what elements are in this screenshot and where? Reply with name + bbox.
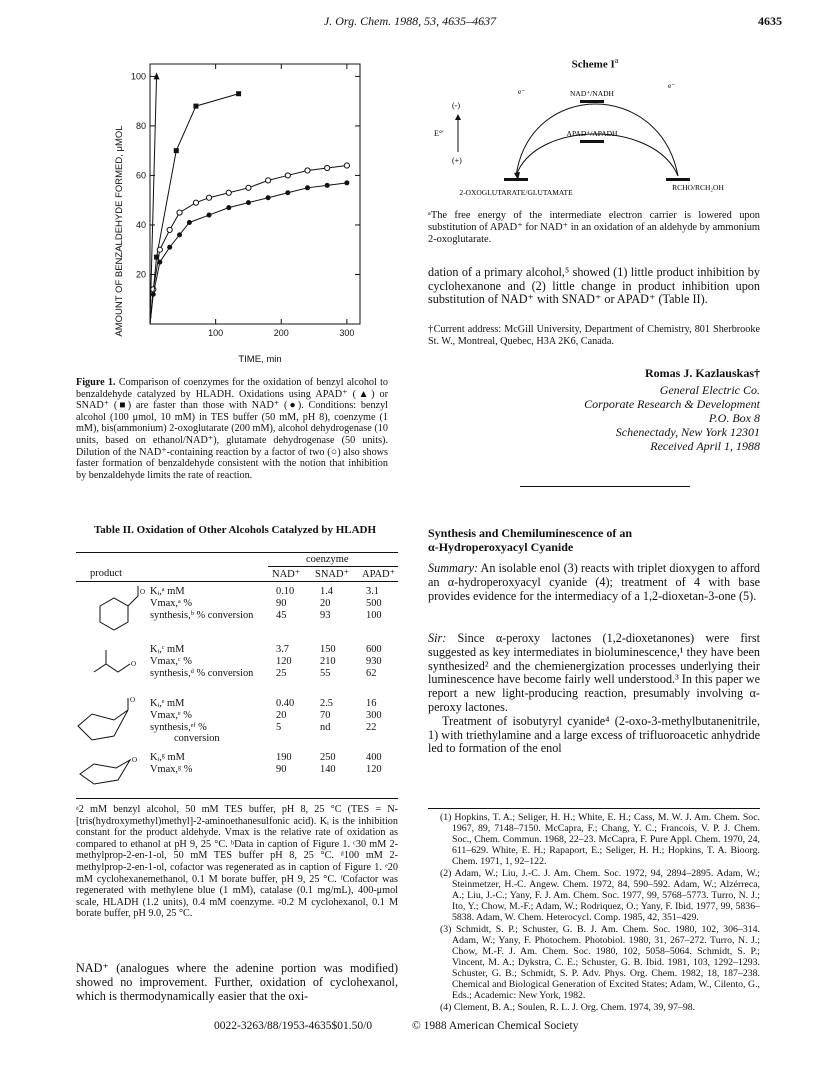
cell-nad: 25	[276, 668, 287, 679]
col-apad: APAD⁺	[362, 569, 396, 580]
cell-snad: 1.4	[320, 586, 333, 597]
cell-apad: 16	[366, 698, 377, 709]
cell-snad: 2.5	[320, 698, 333, 709]
table-row	[0, 698, 400, 710]
scheme-title-text: Scheme I	[571, 58, 615, 71]
figure1-caption	[76, 377, 388, 481]
received-date: Received April 1, 1988	[650, 439, 760, 453]
scheme-e-right: e⁻	[668, 81, 676, 90]
data-point	[305, 168, 310, 173]
data-point	[154, 72, 160, 79]
data-point	[157, 260, 162, 265]
data-point	[344, 180, 349, 185]
level-left	[504, 178, 528, 181]
figure1-chart	[80, 46, 390, 366]
table-row	[0, 610, 400, 622]
y-tick-label: 100	[130, 71, 146, 82]
table-row	[0, 733, 400, 745]
scheme-footnote: ᵃThe free energy of the intermediate electron carrier is lowered upon substitution of APAD⁺ for NAD⁺ in an oxidation of an aldehyde by ammonium 2-oxoglutarate.	[428, 210, 760, 245]
data-point	[206, 195, 211, 200]
data-point	[167, 245, 172, 250]
data-point	[325, 165, 330, 170]
cell-snad: nd	[320, 722, 331, 733]
table-row	[0, 644, 400, 656]
table-row	[0, 586, 400, 598]
cell-nad: 190	[276, 752, 292, 763]
data-point	[193, 200, 198, 205]
affil-line-4: Schenectady, New York 12301	[615, 425, 760, 439]
scheme-diagram	[420, 70, 760, 210]
scheme-plus: (+)	[452, 156, 462, 165]
level-mid	[580, 140, 604, 143]
right-top-paragraph: dation of a primary alcohol,⁵ showed (1) little product inhibition by cyclohexanone and (2) little change in product inhibition upon substitution of NAD⁺ with SNAD⁺ or APAD⁺ (Table II).	[428, 265, 760, 307]
page-number: 4635	[758, 14, 782, 28]
y-tick-label: 20	[135, 269, 146, 280]
table-row	[0, 656, 400, 668]
article2-summary	[428, 562, 760, 603]
row-label: conversion	[174, 733, 220, 744]
y-tick-label: 60	[135, 170, 146, 181]
table-row	[0, 752, 400, 764]
author-affiliation	[428, 383, 760, 453]
col-nad: NAD⁺	[272, 569, 301, 580]
svg-text:O: O	[130, 696, 136, 704]
table2-footnotes: ᵃ2 mM benzyl alcohol, 50 mM TES buffer, pH 8, 25 °C (TES = N-[tris(hydroxymethyl)methyl]-2-aminoethanesulfonic acid). Kᵢ is the inhibition constant for the product aldehyde. Vmax is the relative rate of oxidation as compared to ethanol at pH 9, 25 °C. ᵇData in caption of Figure 1. ᶜ30 mM 2-methylprop-2-en-1-ol, 50 mM TES buffer pH 8, 25 °C. ᵈ100 mM 2-methylprop-2-en-1-ol, cofactor was regenerated as in caption of Figure 1. ᵉ20 mM cyclohexanemethanol, 0.1 M borate buffer, pH 9, 25 °C. ᶠCofactor was regenerated with methylene blue (1 mM), catalase (0.1 mg/mL), 400-μmol scale, HLADH (1.2 units), 0.4 mM coenzyme. ᵍ0.2 M cyclohexanol, 0.1 M borate buffer, pH 9.0, 25 °C.	[76, 804, 398, 920]
reference-1: (1) Hopkins, T. A.; Seliger, H. H.; White, E. H.; Cass, M. W. J. Am. Chem. Soc. 1967, 89, 7148–7150. McCapra, F.; Chang, Y. C.; Francois, V. P. J. Chem. Soc., Chem. Commun. 1968, 22–23. McCapra, F. Pure Appl. Chem. 1970, 24, 611–629. White, E. H.; Rapaport, E.; Seliger, H. H.; Hopkins, T. A. Bioorg. Chem. 1971, 1, 92–122.	[440, 812, 760, 867]
cell-apad: 500	[366, 598, 382, 609]
cell-snad: 93	[320, 610, 331, 621]
article2-title-line1: Synthesis and Chemiluminescence of an	[428, 526, 633, 540]
cell-apad: 600	[366, 644, 382, 655]
reference-3: (3) Schmidt, S. P.; Schuster, G. B. J. Am. Chem. Soc. 1980, 102, 306–314. Adam, W.; Yany, F. Photochem. Photobiol. 1980, 31, 267–272. Turro, N. J.; Chow, M.-F. J. Am. Chem. Soc. 1980, 102, 5058–5064. Schmidt, S. P.; Vincent, M. A.; Dykstra, C. E.; Schuster, G. B. Ibid. 1981, 103, 1292–1293. Schuster, G. B.; Schmidt, S. P. Adv. Phys. Org. Chem. 1982, 18, 187–238. Chemical and Biological Generation of Excited States; Adam, W., Cilento, G., Eds.; Academic: New York, 1982.	[440, 924, 760, 1001]
cyclohexanecarboxaldehyde-structure	[70, 696, 150, 746]
cell-apad: 400	[366, 752, 382, 763]
cell-nad: 20	[276, 710, 287, 721]
x-tick-label: 100	[208, 328, 224, 338]
refs-divider	[428, 808, 760, 809]
row-label: Kᵢ,ᵉ mM	[150, 698, 185, 709]
cell-snad: 70	[320, 710, 331, 721]
data-point	[167, 227, 172, 232]
cell-apad: 3.1	[366, 586, 379, 597]
cell-apad: 930	[366, 656, 382, 667]
summary-text: An isolable enol (3) reacts with triplet dioxygen to afford an α-hydroperoxyacyl cyanide (4); treatment of 4 with base provides evidence for the intermediacy of a 1,2-dioxetan-3-one (5).	[428, 561, 761, 603]
level-right	[666, 178, 690, 181]
article2-title-line2: α-Hydroperoxyacyl Cyanide	[428, 540, 574, 554]
x-tick-label: 200	[273, 328, 289, 338]
benzaldehyde-structure	[80, 586, 150, 638]
row-label: Kᵢ,ᵃ mM	[150, 586, 185, 597]
y-axis-label: AMOUNT OF BENZALDEHYDE FORMED, μMOL	[114, 125, 125, 337]
reference-2: (2) Adam, W.; Liu, J.-C. J. Am. Chem. Soc. 1972, 94, 2894–2895. Adam, W.; Steinmetzer, H.-C. Angew. Chem. 1972, 84, 590–592. Adam, W.; Alzérreca, A.; Liu, J.-C.; Yany, F. J. Am. Chem. Soc. 1977, 99, 5768–5773. Turro, N. J.; Ito, Y.; Chow, M.-F.; Adam, W.; Rodriquez, O.; Yany, F. Ibid. 1977, 99, 5836–5838. Adam, W. Chem. Heterocycl. Comp. 1985, 42, 351–429.	[440, 868, 760, 923]
scheme-e-left: e⁻	[518, 87, 526, 96]
coenzyme-header: coenzyme	[306, 554, 349, 565]
table-row	[0, 710, 400, 722]
data-point	[177, 210, 182, 215]
author-name: Romas J. Kazlauskas†	[644, 366, 760, 380]
data-point	[285, 173, 290, 178]
row-label: Kᵢ,ᵍ mM	[150, 752, 185, 763]
row-label: Vmax,ᵉ %	[150, 710, 192, 721]
cell-nad: 3.7	[276, 644, 289, 655]
address-note: †Current address: McGill University, Department of Chemistry, 801 Sherbrooke St. W., Montreal, Quebec, H3A 2K6, Canada.	[428, 324, 760, 347]
data-point	[193, 104, 198, 109]
table-row	[0, 764, 400, 776]
affil-line-3: P.O. Box 8	[708, 411, 760, 425]
data-point	[266, 178, 271, 183]
x-tick-label: 300	[339, 328, 355, 338]
data-point	[226, 190, 231, 195]
cyclohexanone-structure	[74, 754, 154, 790]
footer-copyright: © 1988 American Chemical Society	[412, 1020, 579, 1032]
methacrolein-structure	[84, 644, 154, 684]
scheme-axis-label: E°′	[434, 129, 444, 138]
level-top	[580, 100, 604, 103]
article2-para1: Since α-peroxy lactones (1,2-dioxetanones) were first suggested as key intermediates in bioluminescence,¹ they have been synthesized² and the chemienergization processes underlying their luminescence have become fairly well understood.³ In this paper we report a new light-producing reaction, presumably involving α-peroxy lactones.	[428, 631, 760, 714]
data-point	[344, 163, 349, 168]
y-tick-label: 80	[135, 120, 146, 131]
cell-snad: 250	[320, 752, 336, 763]
sir-label: Sir:	[428, 631, 447, 645]
data-point	[246, 185, 251, 190]
cell-apad: 300	[366, 710, 382, 721]
table-rule-coenzyme	[268, 566, 398, 567]
references	[440, 812, 760, 1014]
scheme-top-label: NAD⁺/NADH	[570, 89, 614, 98]
data-point	[266, 195, 271, 200]
article2-title	[428, 526, 760, 554]
data-point	[285, 190, 290, 195]
scheme-minus: (-)	[452, 101, 460, 110]
article2-para2: Treatment of isobutyryl cyanide⁴ (2-oxo-3-methylbutanenitrile, 1) with triethylamine and a large excess of trifluoroacetic anhydride led to formation of the enol	[428, 713, 760, 756]
left-bottom-paragraph: NAD⁺ (analogues where the adenine portion was modified) showed no improvement. Further, oxidation of cyclohexanol, which is thermodynamically easier that the oxi-	[76, 961, 398, 1003]
data-point	[157, 247, 162, 252]
row-label: Vmax,ᵍ %	[150, 764, 193, 775]
col-snad: SNAD⁺	[315, 569, 350, 580]
cell-snad: 140	[320, 764, 336, 775]
data-point	[325, 183, 330, 188]
col-product: product	[90, 568, 123, 579]
reference-4: (4) Clement, B. A.; Soulen, R. L. J. Org. Chem. 1974, 39, 97–98.	[440, 1002, 696, 1013]
table-rule-top	[76, 552, 398, 553]
scheme-title	[430, 56, 760, 71]
scheme-title-sup: a	[614, 56, 619, 65]
cell-nad: 90	[276, 764, 287, 775]
scheme-axis-arrow	[455, 114, 461, 120]
svg-text:O: O	[140, 588, 146, 596]
cell-nad: 0.10	[276, 586, 295, 597]
cell-apad: 22	[366, 722, 377, 733]
cell-apad: 120	[366, 764, 382, 775]
data-point	[305, 185, 310, 190]
footer-code: 0022-3263/88/1953-4635$01.50/0	[214, 1020, 373, 1032]
cell-nad: 0.40	[276, 698, 295, 709]
data-point	[187, 220, 192, 225]
data-point	[236, 91, 241, 96]
svg-text:O: O	[131, 660, 137, 668]
row-label: synthesis,ᵈ % conversion	[150, 668, 254, 679]
summary-label: Summary:	[428, 561, 479, 575]
scheme-right-label: RCHO/RCH₂OH	[672, 183, 724, 192]
cell-snad: 55	[320, 668, 331, 679]
cell-nad: 5	[276, 722, 282, 733]
row-label: synthesis,ᵉᶠ %	[150, 722, 207, 733]
scheme-mid-label: APAD⁺/APADH	[566, 129, 618, 138]
section-divider	[520, 486, 690, 487]
row-label: Kᵢ,ᶜ mM	[150, 644, 185, 655]
row-label: Vmax,ᶜ %	[150, 656, 192, 667]
row-label: Vmax,ᵃ %	[150, 598, 193, 609]
table-rule-header	[76, 581, 398, 582]
table-row	[0, 598, 400, 610]
cell-snad: 150	[320, 644, 336, 655]
y-tick-label: 40	[135, 219, 146, 230]
cell-snad: 20	[320, 598, 331, 609]
plot-frame	[150, 64, 360, 324]
cell-nad: 120	[276, 656, 292, 667]
scheme-left-label: 2-OXOGLUTARATE/GLUTAMATE	[459, 188, 573, 197]
x-axis-label: TIME, min	[238, 354, 282, 365]
data-point	[207, 213, 212, 218]
cell-nad: 45	[276, 610, 287, 621]
affil-line-2: Corporate Research & Development	[584, 397, 760, 411]
data-point	[151, 292, 156, 297]
table2-title: Table II. Oxidation of Other Alcohols Catalyzed by HLADH	[93, 524, 377, 536]
table-row	[0, 668, 400, 680]
article2-body	[428, 632, 760, 756]
table-rule-bottom	[76, 798, 398, 799]
cell-apad: 100	[366, 610, 382, 621]
cell-snad: 210	[320, 656, 336, 667]
svg-text:O: O	[132, 756, 138, 764]
data-point	[174, 148, 179, 153]
cell-nad: 90	[276, 598, 287, 609]
data-point	[226, 205, 231, 210]
cell-apad: 62	[366, 668, 377, 679]
data-point	[177, 232, 182, 237]
figure1-caption-label: Figure 1.	[76, 377, 116, 388]
running-header: J. Org. Chem. 1988, 53, 4635–4637	[323, 14, 497, 28]
row-label: synthesis,ᵇ % conversion	[150, 610, 254, 621]
data-point	[246, 200, 251, 205]
affil-line-1: General Electric Co.	[659, 383, 760, 397]
figure1-caption-text: Comparison of coenzymes for the oxidation of benzyl alcohol to benzaldehyde catalyzed by HLADH. Oxidations using APAD⁺ (▲) or SNAD⁺ (■) are faster than those with NAD⁺ (●). Conditions: benzyl alcohol (100 μmol, 10 mM) in TES buffer (50 mM, pH 8), coenzyme (1 mM), bis(ammonium) 2-oxoglutarate (200 mM), alcohol dehydrogenase (10 units, based on ethanol/NAD⁺), glutamate dehydrogenase (50 units). Dilution of the NAD⁺-containing reaction by a factor of two (○) also shows faster formation of benzaldehyde consistent with the notion that inhibition by benzaldehyde limits the rate of reaction.	[76, 377, 389, 481]
